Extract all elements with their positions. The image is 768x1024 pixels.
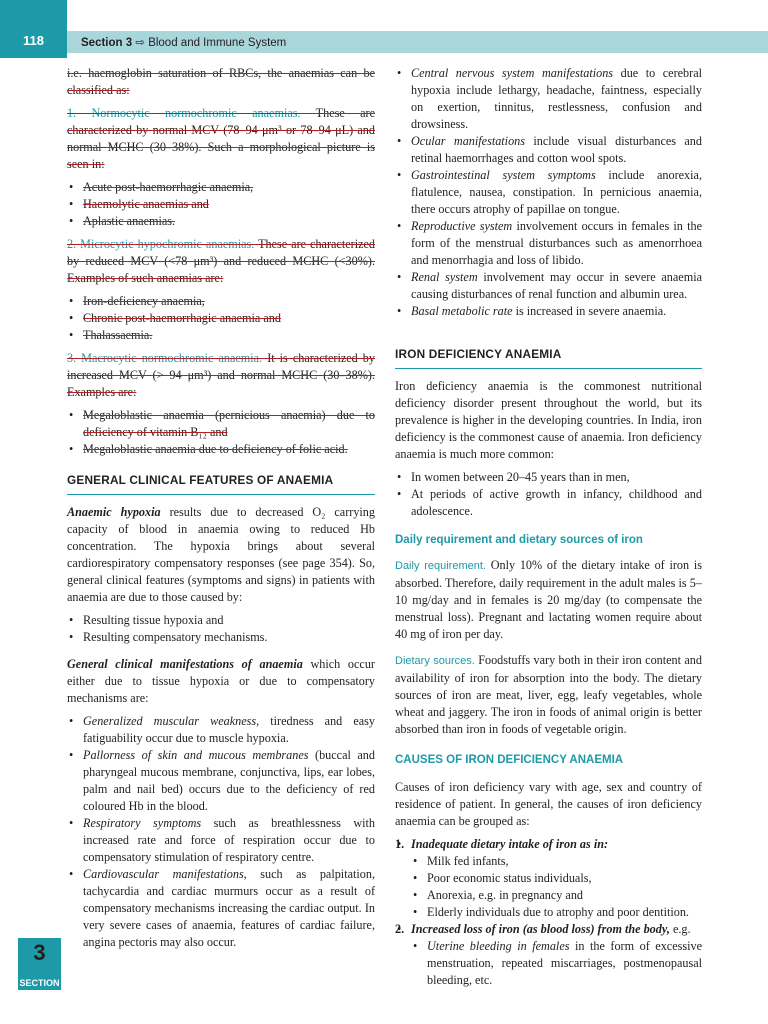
manifestations-term: General clinical manifestations of anaemia: [67, 657, 303, 671]
list-item: • Chronic post-haemorrhagic anaemia and: [67, 310, 375, 327]
dietary-sources-paragraph: [395, 652, 702, 738]
classification-intro: i.e. haemoglobin saturation of RBCs, the anaemias can be classified as:: [67, 66, 375, 97]
class-2-paragraph: [67, 236, 375, 287]
class-3-title: 3. Macrocytic normochromic anaemia.: [67, 351, 263, 365]
list-item: • In women between 20–45 years than in men,: [395, 469, 702, 486]
list-item: • Resulting compensatory mechanisms.: [67, 629, 375, 646]
item-text: such as palpitation, tachycardia and cardiac murmurs occur as a result of compensatory mechanisms increasing the cardiac output. In very severe cases of anaemia, features of cardiac failure, angina pectoris may also occur.: [83, 867, 375, 949]
dietary-sources-label: Dietary sources.: [395, 655, 475, 667]
page-number: 118: [23, 33, 44, 48]
list-item: • Thalassaemia.: [67, 327, 375, 344]
item-text: is increased in severe anaemia.: [512, 304, 667, 318]
manifestations-list-right: [395, 65, 702, 320]
list-item: • Megaloblastic anaemia (pernicious anaemia) due to deficiency of vitamin B₁₂ and: [67, 407, 375, 441]
right-column: [395, 65, 702, 989]
causes-heading: CAUSES OF IRON DEFICIENCY ANAEMIA: [395, 754, 624, 766]
list-item: • Poor economic status individuals,: [411, 870, 702, 887]
dietary-sources-text: Foodstuffs vary both in their iron content and availability of iron for absorption into the body. The dietary sources of iron are meat, liver, egg, leafy vegetables, whole wheat and jaggery. The iron in foods of animal origin is better absorbed than iron in foods of vegetable origin.: [395, 653, 702, 736]
hypoxia-causes-list: [67, 612, 375, 646]
section-label: Section 3: [81, 37, 133, 49]
cause-suffix: e.g.: [669, 922, 691, 936]
list-item: [67, 713, 375, 747]
class-2-text: These are characterized by reduced MCV (<78 μm³) and reduced MCHC (<30%). Examples of such anaemias are:: [67, 237, 375, 285]
anaemic-hypoxia-term: Anaemic hypoxia: [67, 505, 161, 519]
item-text: due to cerebral hypoxia include lethargy, headache, faintness, especially on exertion, tinnitus, restlessness, confusion and drowsiness.: [411, 66, 703, 131]
item-term: Gastrointestinal system symptoms: [411, 168, 596, 182]
class-1-list: [67, 179, 375, 230]
class-1-title: 1. Normocytic normochromic anaemias.: [67, 106, 301, 120]
list-item: [395, 303, 702, 320]
list-item: [67, 815, 375, 866]
causes-list: [395, 836, 702, 989]
list-item: • Milk fed infants,: [411, 853, 702, 870]
arrow-right-icon: ⇨: [135, 37, 145, 49]
class-3-paragraph: [67, 350, 375, 401]
class-2-title: 2. Microcytic hypochromic anaemias.: [67, 237, 255, 251]
item-text: tiredness and easy fatiguability occur due to muscle hypoxia.: [83, 714, 376, 745]
section-tab-number: 3: [33, 940, 46, 965]
item-text: such as breathlessness with increased rate and force of respiration occur due to compensatory stimulation of respiratory centre.: [83, 816, 375, 864]
list-item: [411, 938, 702, 989]
manifestations-list-left: [67, 713, 375, 951]
list-item: [395, 218, 702, 269]
class-1-paragraph: [67, 105, 375, 173]
manifestations-text: which occur either due to tissue hypoxia or due to compensatory mechanisms are:: [67, 657, 375, 705]
list-item: [67, 866, 375, 951]
class-3-list: [67, 407, 375, 458]
anaemic-hypoxia-paragraph: [67, 504, 375, 606]
left-column: [67, 65, 375, 957]
item-term: Cardiovascular manifestations,: [83, 867, 247, 881]
item-term: Ocular manifestations: [411, 134, 525, 148]
cause-number: • 1.: [395, 837, 405, 851]
section-title: Blood and Immune System: [148, 37, 287, 49]
item-term: Respiratory symptoms: [83, 816, 202, 830]
list-item: [67, 747, 375, 815]
iron-deficiency-list: [395, 469, 702, 520]
list-item: • Anorexia, e.g. in pregnancy and: [411, 887, 702, 904]
item-text: involvement may occur in severe anaemia causing disturbances of renal function and albumin urea.: [411, 270, 702, 301]
manifestations-paragraph: [67, 656, 375, 707]
daily-requirement-paragraph: [395, 557, 702, 643]
cause-title: Increased loss of iron (as blood loss) from the body,: [411, 922, 670, 936]
list-item: [395, 133, 702, 167]
running-header: [81, 35, 286, 49]
iron-deficiency-heading: IRON DEFICIENCY ANAEMIA: [395, 346, 702, 369]
item-text: involvement occurs in females in the form of the menstrual disturbances such as amenorrhoea and menorrhagia and loss of libido.: [411, 219, 702, 267]
item-term: Reproductive system: [411, 219, 513, 233]
cause-item-2: [395, 921, 702, 989]
list-item: • Resulting tissue hypoxia and: [67, 612, 375, 629]
item-term: Basal metabolic rate: [411, 304, 513, 318]
item-text: (buccal and pharyngeal mucous membrane, conjunctiva, lips, ear lobes, palm and nail bed) occurs due to the deficiency of red coloured Hb in the blood.: [83, 748, 375, 813]
class-3-text: It is characterized by increased MCV (> 94 μm³) and normal MCHC (30–38%). Examples are:: [67, 351, 375, 399]
item-text: include visual disturbances and retinal haemorrhages and cotton wool spots.: [411, 134, 702, 165]
list-item: [395, 269, 702, 303]
list-item: • Elderly individuals due to atrophy and poor dentition.: [411, 904, 702, 921]
list-item: • At periods of active growth in infancy, childhood and adolescence.: [395, 486, 702, 520]
class-1-text: These are characterized by normal MCV (78–94 μm³ or 78–94 μL) and normal MCHC (30–38%). Such a morphological picture is seen in:: [67, 106, 375, 171]
item-term: Central nervous system manifestations: [411, 66, 614, 80]
list-item: • Iron-deficiency anaemia,: [67, 293, 375, 310]
item-term: Generalized muscular weakness,: [83, 714, 260, 728]
cause-1-sublist: [411, 853, 702, 921]
daily-requirement-heading: Daily requirement and dietary sources of iron: [395, 534, 643, 546]
general-features-heading: GENERAL CLINICAL FEATURES OF ANAEMIA: [67, 472, 375, 495]
item-term: Renal system: [411, 270, 478, 284]
page-number-box: [0, 0, 67, 58]
class-2-list: [67, 293, 375, 344]
anaemic-hypoxia-text: results due to decreased O₂ carrying capacity of blood in anaemia owing to reduced Hb concentration. The hypoxia brings about several cardiorespiratory compensatory responses (see page 354). So, general clinical features (symptoms and signs) in patients with anaemia are due to those caused by:: [67, 505, 375, 604]
item-term: Pallorness of skin and mucous membranes: [83, 748, 309, 762]
list-item: • Haemolytic anaemias and: [67, 196, 375, 213]
list-item: [395, 167, 702, 218]
list-item: • Megaloblastic anaemia due to deficiency of folic acid.: [67, 441, 375, 458]
list-item: [395, 65, 702, 133]
causes-intro: Causes of iron deficiency vary with age, sex and country of residence of patient. In general, the causes of iron deficiency anaemia can be grouped as:: [395, 780, 702, 828]
cause-number: • 2.: [395, 922, 405, 936]
daily-requirement-text: Only 10% of the dietary intake of iron is absorbed. Therefore, daily requirement in the adult males is 5–10 mg/day and in females is 20 mg/day (to compensate the menstrual loss). Pregnant and lactating women require about 40 mg of iron per day.: [395, 558, 702, 641]
cause-2-sublist: [411, 938, 702, 989]
cause-item-1: [395, 836, 702, 921]
item-term: Uterine bleeding in females: [427, 939, 570, 953]
iron-deficiency-intro: Iron deficiency anaemia is the commonest nutritional deficiency disorder present throughout the world, but its prevalence is higher in the developing countries. In India, iron deficiency is the commonest cause of anaemia. Iron deficiency anaemia is much more common:: [395, 379, 702, 461]
section-tab-label: SECTION: [19, 978, 60, 988]
item-text: include anorexia, flatulence, nausea, constipation. In pernicious anaemia, there occurs atrophy of papillae on tongue.: [411, 168, 702, 216]
daily-requirement-label: Daily requirement.: [395, 560, 486, 572]
cause-title: Inadequate dietary intake of iron as in:: [411, 837, 609, 851]
list-item: • Aplastic anaemias.: [67, 213, 375, 230]
list-item: • Acute post-haemorrhagic anaemia,: [67, 179, 375, 196]
item-text: in the form of excessive menstruation, repeated miscarriages, postmenopausal bleeding, etc.: [427, 939, 702, 987]
